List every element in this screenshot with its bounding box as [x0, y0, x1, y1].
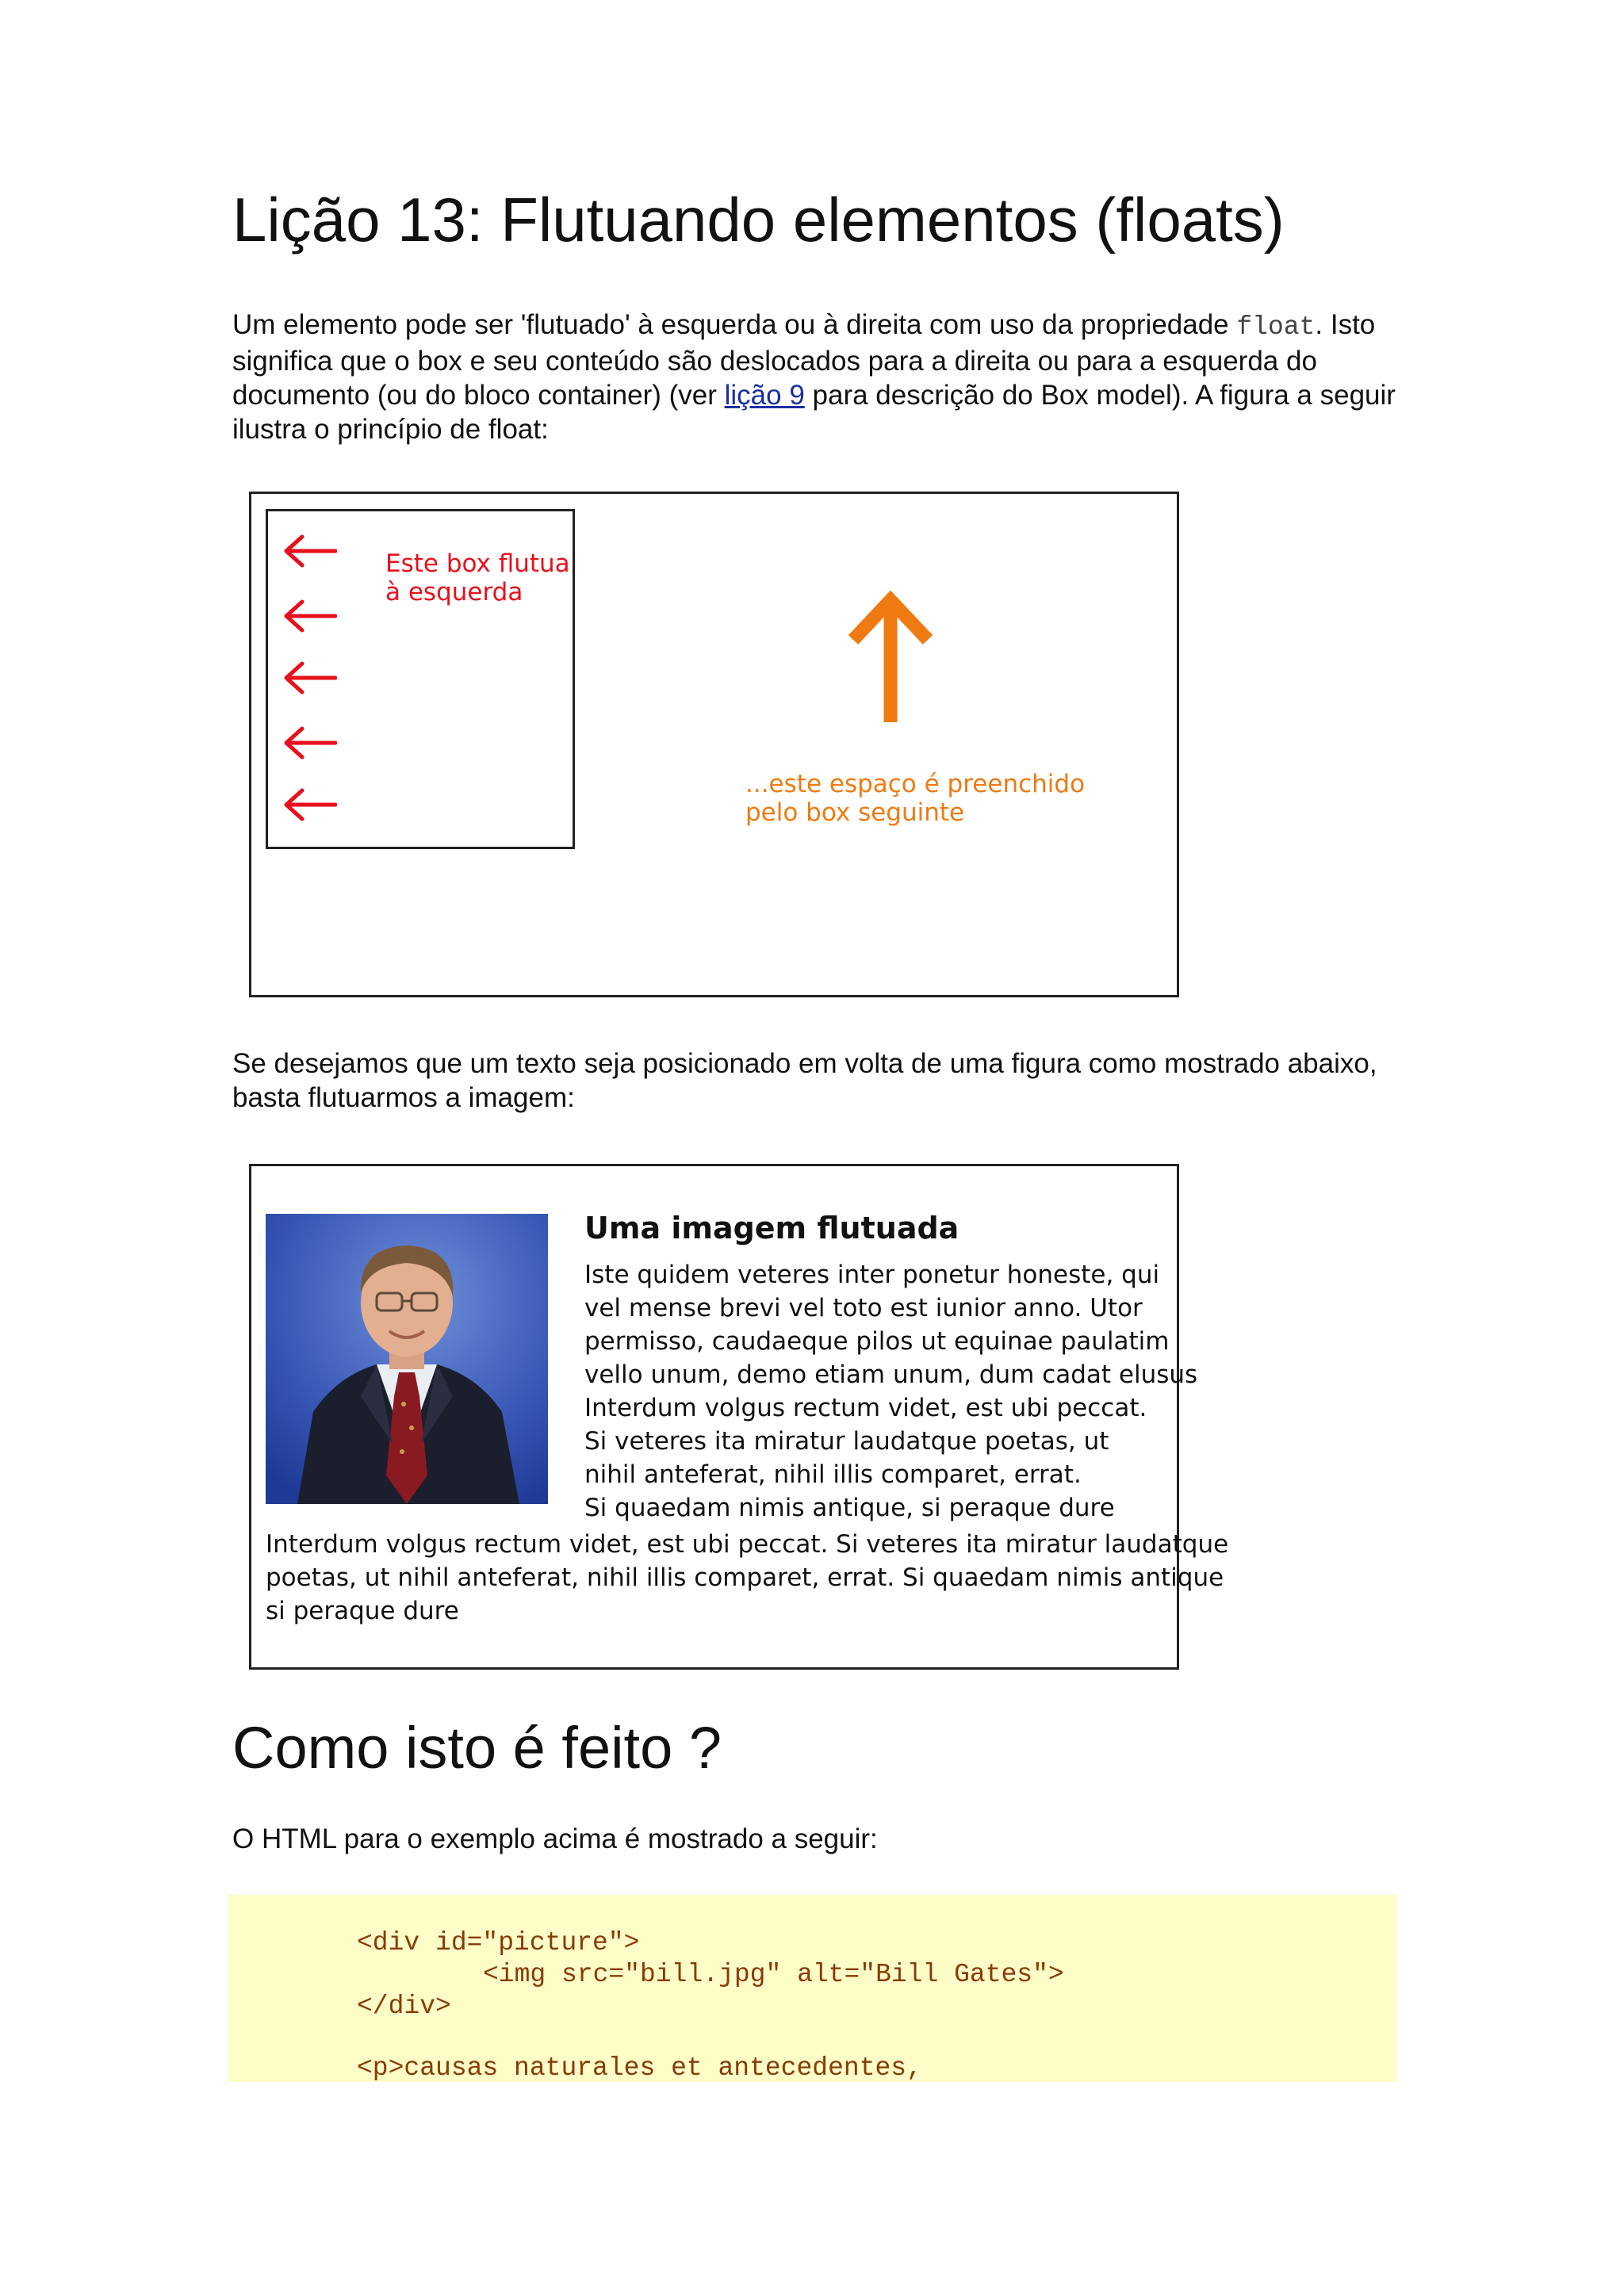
- code-block: [228, 1895, 1397, 2082]
- code-line: <p>causas naturales et antecedentes,: [357, 2053, 922, 2083]
- text-line: si peraque dure: [266, 1597, 459, 1625]
- floated-image-figure: [249, 1164, 1229, 1670]
- text-line: vel mense brevi vel toto est iunior anno. Utor: [584, 1294, 1143, 1322]
- page-title: Lição 13: Flutuando elementos (floats): [232, 185, 1285, 254]
- left-arrow-icon: [282, 599, 337, 633]
- float-label: Este box flutua à esquerda: [385, 549, 570, 607]
- html-example-intro: O HTML para o exemplo acima é mostrado a seguir:: [232, 1823, 878, 1854]
- code-line: <img src="bill.jpg" alt="Bill Gates">: [483, 1960, 1064, 1989]
- left-arrow-icon: [282, 660, 337, 695]
- text-line: Iste quidem veteres inter ponetur honeste, qui: [584, 1261, 1160, 1289]
- lesson-9-link[interactable]: lição 9: [724, 380, 805, 411]
- code-line: <div id="picture">: [357, 1928, 640, 1957]
- intro-text-3: para descrição do Box model). A figura a seguir ilustra o princípio de float:: [232, 380, 1396, 445]
- text-line: Interdum volgus rectum videt, est ubi peccat. Si veteres ita miratur laudatque: [266, 1530, 1229, 1559]
- left-arrow-icon: [282, 534, 337, 568]
- text-line: vello unum, demo etiam unum, dum cadat elusus: [584, 1360, 1198, 1389]
- left-arrow-icon: [282, 725, 337, 760]
- text-line: Si veteres ita miratur laudatque poetas, ut: [584, 1427, 1109, 1456]
- intro-text-1: Um elemento pode ser 'flutuado' à esquerda ou à direita com uso da propriedade: [232, 309, 1237, 340]
- text-line: Interdum volgus rectum videt, est ubi peccat.: [584, 1394, 1147, 1422]
- text-line: permisso, caudaeque pilos ut equinae paulatim: [584, 1327, 1170, 1356]
- floated-box: [266, 509, 575, 849]
- float-principle-figure: [249, 492, 1179, 997]
- portrait-photo: [266, 1214, 548, 1504]
- fill-label: ...este espaço é preenchido pelo box seguinte: [745, 770, 1086, 827]
- up-arrow-icon: [847, 591, 934, 725]
- wrapped-text: [584, 1258, 1198, 1525]
- portrait-image: [266, 1214, 548, 1504]
- code-line: </div>: [357, 1992, 451, 2021]
- full-width-text: [266, 1528, 1229, 1628]
- text-line: nihil anteferat, nihil illis comparet, errat.: [584, 1460, 1082, 1489]
- intro-text-2: . Isto significa que o box e seu conteúdo são deslocados para a direita ou para a esquerda do documento (ou do bloco container) (ver: [232, 309, 1376, 411]
- section-heading: Como isto é feito ?: [232, 1715, 722, 1781]
- text-line: poetas, ut nihil anteferat, nihil illis comparet, errat. Si quaedam nimis antique: [266, 1563, 1224, 1592]
- float-code: float: [1236, 312, 1316, 342]
- figure-heading: Uma imagem flutuada: [584, 1211, 959, 1246]
- text-line: Si quaedam nimis antique, si peraque dure: [584, 1494, 1115, 1522]
- intro-paragraph: [232, 308, 1398, 446]
- left-arrow-icon: [282, 787, 337, 822]
- float-image-paragraph: Se desejamos que um texto seja posicionado em volta de uma figura como mostrado abaixo, basta flutuarmos a imagem:: [232, 1048, 1377, 1113]
